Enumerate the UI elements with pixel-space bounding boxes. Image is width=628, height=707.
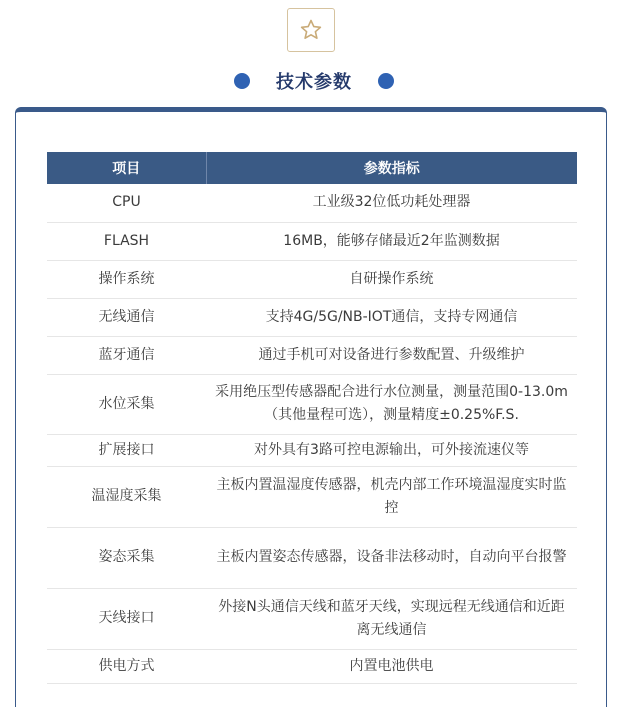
row-item: 蓝牙通信 [47, 336, 206, 374]
row-value: 主板内置姿态传感器，设备非法移动时，自动向平台报警 [206, 527, 577, 588]
table-row [47, 336, 577, 374]
table-row [47, 588, 577, 649]
header-item: 项目 [47, 152, 206, 184]
row-value: 对外具有3路可控电源输出，可外接流速仪等 [206, 434, 577, 466]
row-value: 自研操作系统 [206, 260, 577, 298]
row-item: FLASH [47, 222, 206, 260]
table-row [47, 374, 577, 434]
row-value: 采用绝压型传感器配合进行水位测量，测量范围0-13.0m（其他量程可选），测量精度±0.25%F.S. [206, 374, 577, 434]
row-value: 主板内置温湿度传感器，机壳内部工作环境温湿度实时监控 [206, 466, 577, 527]
row-value: 通过手机可对设备进行参数配置、升级维护 [206, 336, 577, 374]
table-header-row [47, 152, 577, 184]
row-item: 供电方式 [47, 649, 206, 683]
section-badge [287, 8, 335, 52]
row-item: CPU [47, 184, 206, 222]
table-row [47, 222, 577, 260]
section-title: 技术参数 [276, 72, 352, 93]
row-value: 16MB，能够存储最近2年监测数据 [206, 222, 577, 260]
star-icon [299, 18, 323, 42]
row-item: 温湿度采集 [47, 466, 206, 527]
row-item: 水位采集 [47, 374, 206, 434]
header-value: 参数指标 [206, 152, 577, 184]
row-item: 姿态采集 [47, 527, 206, 588]
table-row [47, 184, 577, 222]
table-row [47, 466, 577, 527]
row-value: 外接N头通信天线和蓝牙天线，实现远程无线通信和近距离无线通信 [206, 588, 577, 649]
table-row [47, 527, 577, 588]
table-row [47, 434, 577, 466]
heading-dot-left [234, 73, 250, 89]
table-row [47, 298, 577, 336]
row-item: 天线接口 [47, 588, 206, 649]
row-value: 支持4G/5G/NB-IOT通信，支持专网通信 [206, 298, 577, 336]
row-item: 扩展接口 [47, 434, 206, 466]
spec-table [47, 152, 577, 684]
section-heading [0, 66, 628, 96]
row-value: 内置电池供电 [206, 649, 577, 683]
heading-dot-right [378, 73, 394, 89]
row-value: 工业级32位低功耗处理器 [206, 184, 577, 222]
row-item: 操作系统 [47, 260, 206, 298]
row-item: 无线通信 [47, 298, 206, 336]
table-row [47, 260, 577, 298]
